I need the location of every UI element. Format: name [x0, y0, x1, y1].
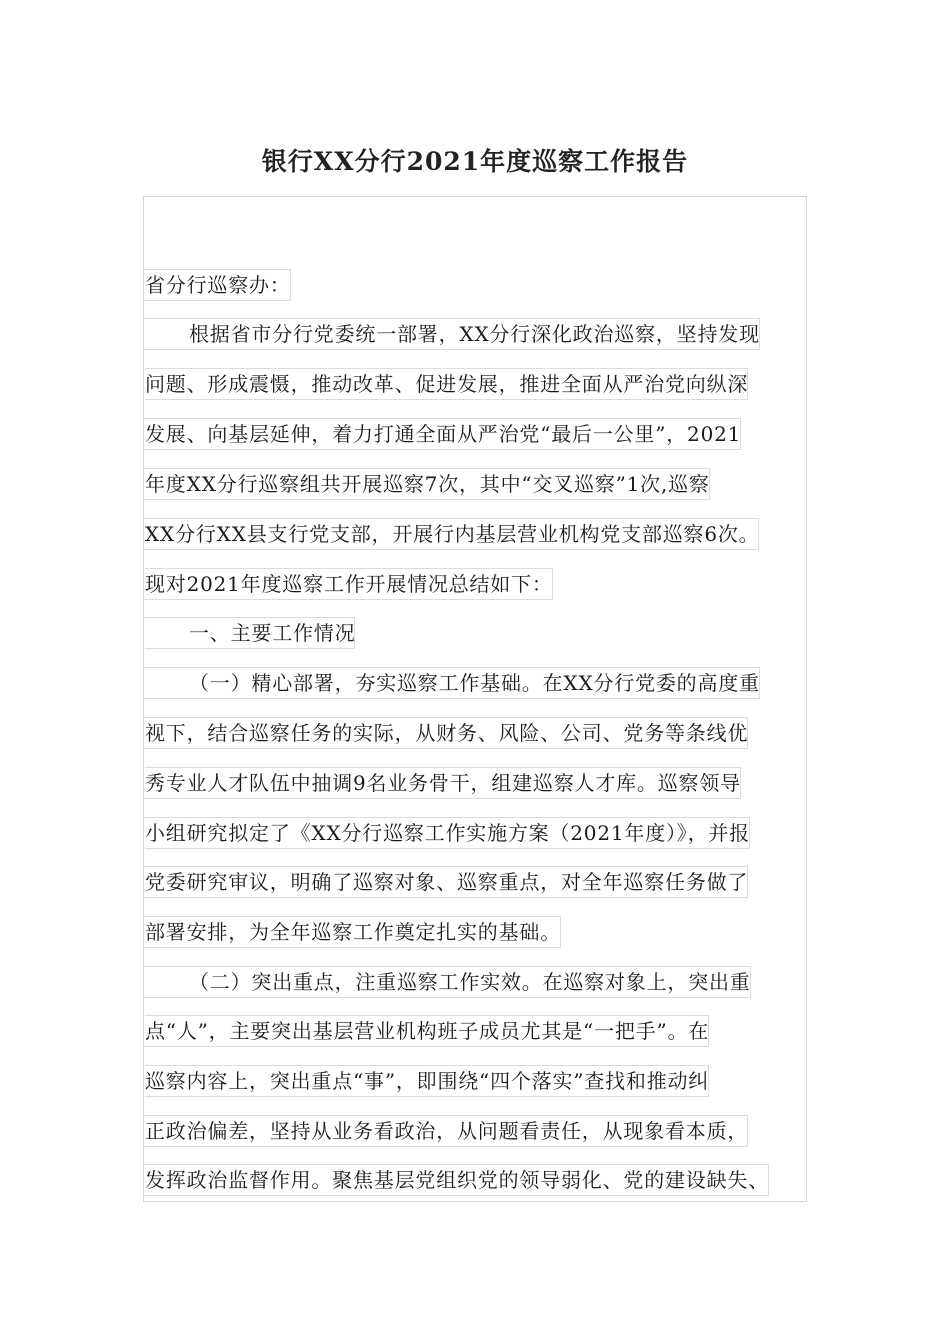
paragraph-line: 根据省市分行党委统一部署，XX分行深化政治巡察，坚持发现 [145, 316, 760, 352]
paragraph-line: 发展、向基层延伸，着力打通全面从严治党“最后一公里”，2021 [145, 416, 741, 452]
paragraph-line: 点“人”，主要突出基层营业机构班子成员尤其是“一把手”。在 [145, 1013, 709, 1049]
paragraph-line: 小组研究拟定了《XX分行巡察工作实施方案（2021年度）》，并报 [145, 815, 750, 851]
paragraph-line: 党委研究审议，明确了巡察对象、巡察重点，对全年巡察任务做了 [145, 864, 748, 900]
paragraph-line: 问题、形成震慑，推动改革、促进发展，推进全面从严治党向纵深 [145, 366, 748, 402]
section-heading: 一、主要工作情况 [145, 615, 355, 651]
paragraph-line: 部署安排，为全年巡察工作奠定扎实的基础。 [145, 914, 561, 950]
paragraph-line: （二）突出重点，注重巡察工作实效。在巡察对象上，突出重 [145, 964, 751, 1000]
paragraph-line: 年度XX分行巡察组共开展巡察7次，其中“交叉巡察”1次,巡察 [145, 466, 710, 502]
paragraph-line: 现对2021年度巡察工作开展情况总结如下： [145, 566, 553, 602]
paragraph-line: 秀专业人才队伍中抽调9名业务骨干，组建巡察人才库。巡察领导 [145, 765, 741, 801]
paragraph-line: 巡察内容上，突出重点“事”，即围绕“四个落实”查找和推动纠 [145, 1063, 709, 1099]
paragraph-line: 发挥政治监督作用。聚焦基层党组织党的领导弱化、党的建设缺失、 [145, 1162, 769, 1198]
paragraph-line: （一）精心部署，夯实巡察工作基础。在XX分行党委的高度重 [145, 665, 760, 701]
document-title: 银行XX分行2021年度巡察工作报告 [261, 147, 689, 176]
salutation: 省分行巡察办： [145, 267, 291, 303]
paragraph-line: 正政治偏差，坚持从业务看政治，从问题看责任，从现象看本质， [145, 1113, 748, 1149]
paragraph-line: XX分行XX县支行党支部，开展行内基层营业机构党支部巡察6次。 [145, 516, 759, 552]
paragraph-line: 视下，结合巡察任务的实际，从财务、风险、公司、党务等条线优 [145, 715, 748, 751]
